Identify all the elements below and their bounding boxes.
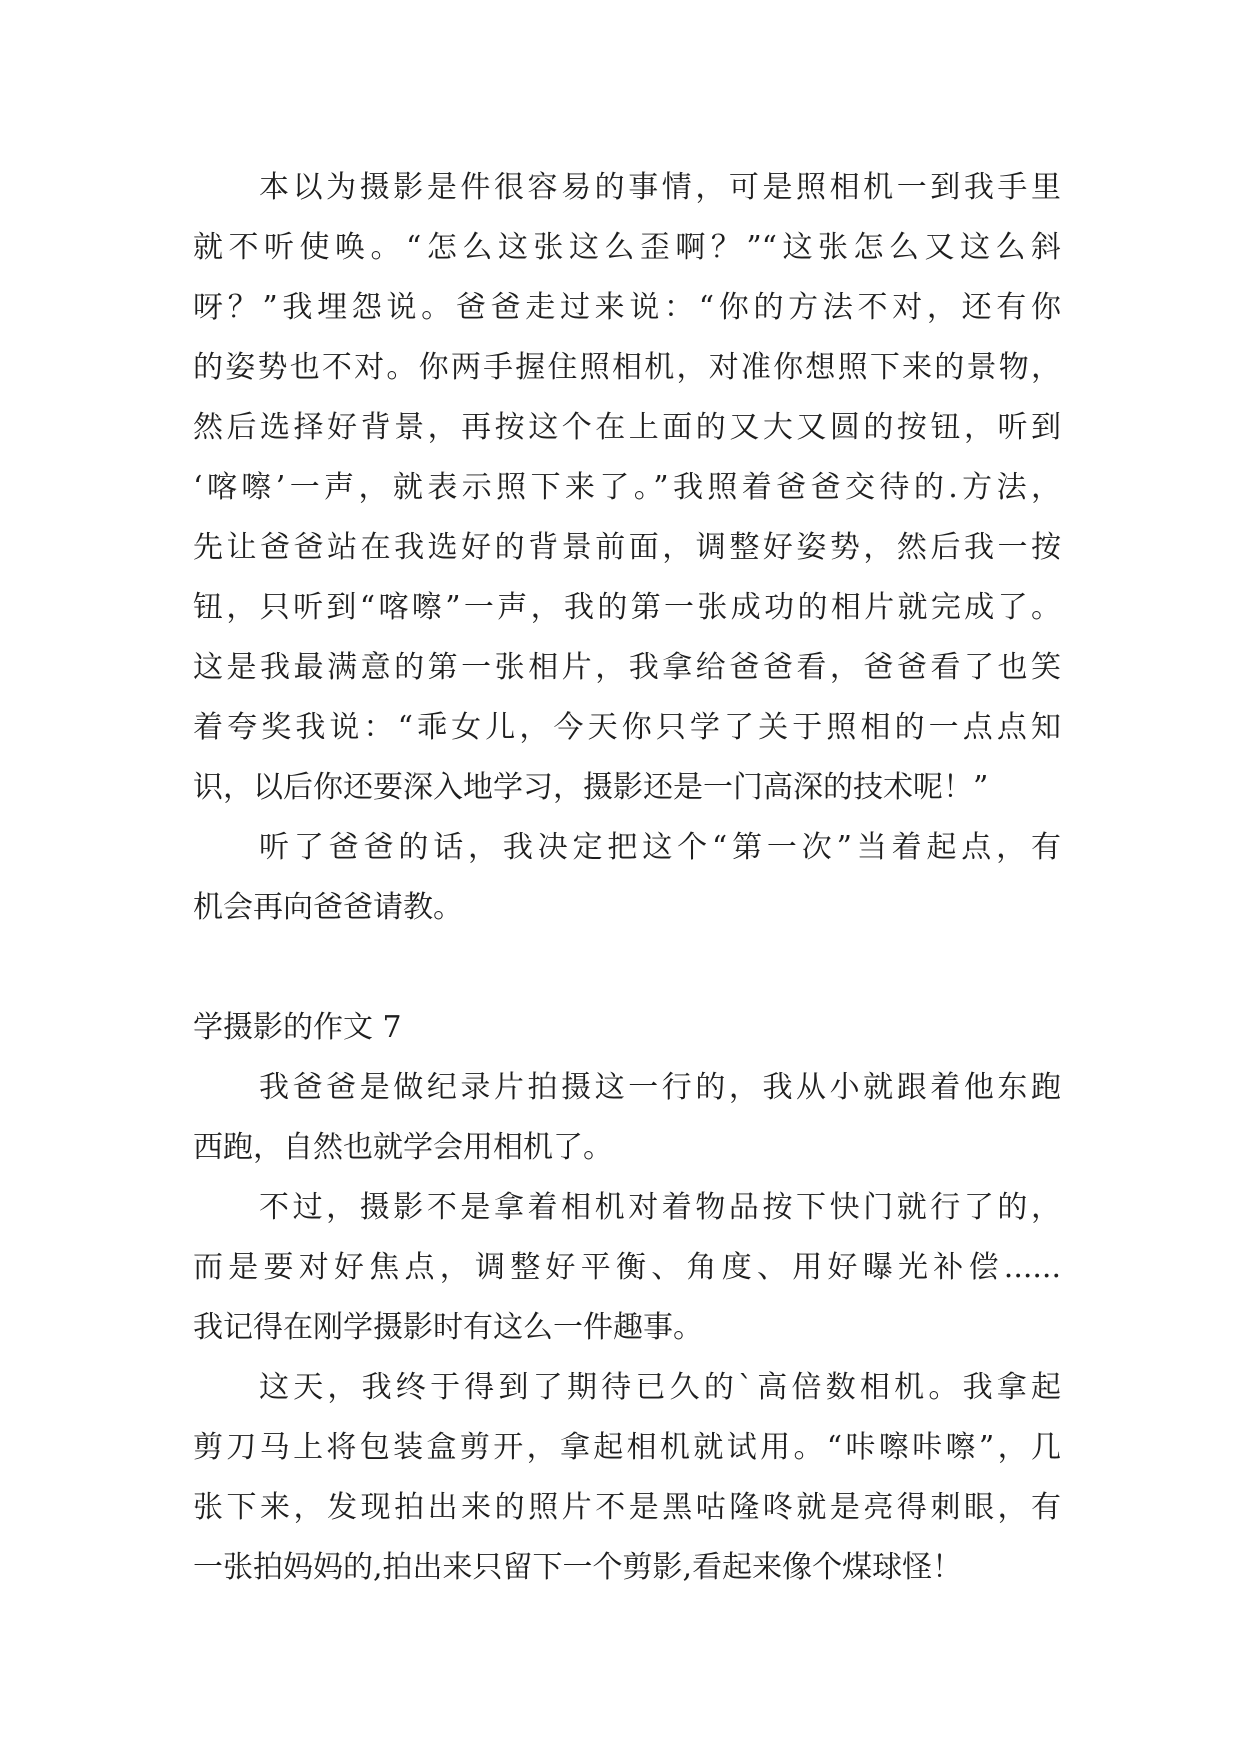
text-line: 这是我最满意的第一张相片，我拿给爸爸看，爸爸看了也笑: [193, 650, 1061, 685]
text-line: 我爸爸是做纪录片拍摄这一行的，我从小就跟着他东跑: [259, 1070, 1061, 1105]
text-line: 就不听使唤。“怎么这张这么歪啊？”“这张怎么又这么斜: [193, 230, 1061, 265]
text-line: ‘喀嚓’一声，就表示照下来了。”我照着爸爸交待的.方法，: [193, 470, 1061, 505]
paragraph: [193, 158, 1061, 818]
text-line: 识，以后你还要深入地学习，摄影还是一门高深的技术呢！”: [193, 770, 989, 805]
text-line: 着夸奖我说：“乖女儿，今天你只学了关于照相的一点点知: [193, 710, 1061, 745]
section-heading: 学摄影的作文 7: [193, 1010, 402, 1045]
text-line: 我记得在刚学摄影时有这么一件趣事。: [193, 1310, 703, 1345]
text-line: 西跑，自然也就学会用相机了。: [193, 1130, 613, 1165]
text-line: 一张拍妈妈的,拍出来只留下一个剪影,看起来像个煤球怪！: [193, 1550, 963, 1585]
text-line: 呀？”我埋怨说。爸爸走过来说：“你的方法不对，还有你: [193, 290, 1061, 325]
text-line: 的姿势也不对。你两手握住照相机，对准你想照下来的景物，: [193, 350, 1061, 385]
text-line: 这天，我终于得到了期待已久的`高倍数相机。我拿起: [259, 1370, 1061, 1405]
document-body: [193, 158, 1061, 1598]
text-line: 不过，摄影不是拿着相机对着物品按下快门就行了的，: [259, 1190, 1061, 1225]
text-line: 钮，只听到“喀嚓”一声，我的第一张成功的相片就完成了。: [193, 590, 1061, 625]
paragraph: [193, 1178, 1061, 1358]
text-line: 而是要对好焦点，调整好平衡、角度、用好曝光补偿......: [193, 1250, 1061, 1285]
paragraph: [193, 1358, 1061, 1598]
text-line: 先让爸爸站在我选好的背景前面，调整好姿势，然后我一按: [193, 530, 1061, 565]
text-line: 本以为摄影是件很容易的事情，可是照相机一到我手里: [259, 170, 1061, 205]
text-line: 然后选择好背景，再按这个在上面的又大又圆的按钮，听到: [193, 410, 1061, 445]
text-line: 剪刀马上将包装盒剪开，拿起相机就试用。“咔嚓咔嚓”，几: [193, 1430, 1061, 1465]
text-line: 张下来，发现拍出来的照片不是黑咕隆咚就是亮得刺眼，有: [193, 1490, 1061, 1525]
text-line: 听了爸爸的话，我决定把这个“第一次”当着起点，有: [259, 830, 1061, 865]
paragraph: [193, 1058, 1061, 1178]
text-line: 机会再向爸爸请教。: [193, 890, 463, 925]
paragraph: [193, 818, 1061, 938]
